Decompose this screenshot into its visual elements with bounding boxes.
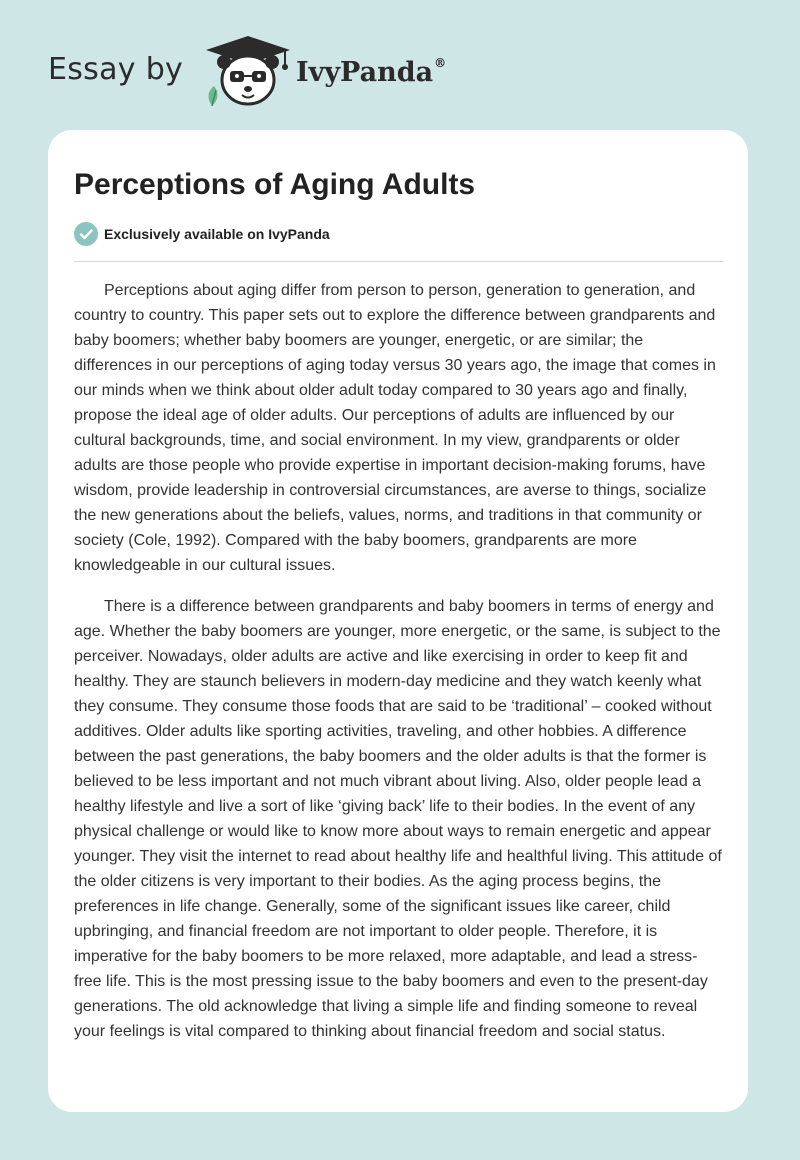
exclusive-badge xyxy=(74,222,330,246)
registered-mark: ® xyxy=(434,56,447,70)
brand-name[interactable]: IvyPanda® xyxy=(296,56,447,88)
exclusive-badge-label: Exclusively available on IvyPanda xyxy=(104,226,330,242)
paragraph: There is a difference between grandparents and baby boomers in terms of energy and age. Whether the baby boomers are younger, more energetic, or the same, is subject to the perceiver. Nowadays, older adults are active and like exercising in order to keep fit and healthy. They are staunch believers in modern-day medicine and they watch keenly what they consume. They consume those foods that are said to be ‘traditional’ – cooked without additives. Older adults like sporting activities, traveling, and other hobbies. A difference between the past generations, the baby boomers and the older adults is that the former is believed to be less important and not much vibrant about living. Also, older people lead a healthy lifestyle and live a sort of like ‘giving back’ life to their bodies. In the event of any physical challenge or would like to know more about ways to remain energetic and appear younger. They visit the internet to read about healthy life and healthful living. This attitude of the older citizens is very important to their bodies. As the aging process begins, the preferences in life change. Generally, some of the significant issues like career, child upbringing, and financial freedom are not important to older people. Therefore, it is imperative for the baby boomers to be more relaxed, more adaptable, and lead a stress-free life. This is the most pressing issue to the baby boomers and even to the present-day generations. The old acknowledge that living a simple life and finding someone to reveal your feelings is vital compared to thinking about financial freedom and social status. xyxy=(74,598,722,1040)
essay-body xyxy=(74,278,724,1060)
panda-graduate-logo-icon[interactable] xyxy=(200,34,296,110)
checkmark-circle-icon xyxy=(74,222,98,246)
site-header xyxy=(48,34,548,114)
essay-by-label: Essay by xyxy=(48,52,184,87)
page-title: Perceptions of Aging Adults xyxy=(74,168,476,201)
divider xyxy=(74,261,723,262)
essay-card xyxy=(48,130,748,1112)
paragraph: Perceptions about aging differ from person to person, generation to generation, and country to country. This paper sets out to explore the difference between grandparents and baby boomers; whether baby boomers are younger, energetic, or are similar; the differences in our perceptions of aging today versus 30 years ago, the image that comes in our minds when we think about older adult today compared to 30 years ago and finally, propose the ideal age of older adults. Our perceptions of adults are influenced by our cultural backgrounds, time, and social environment. In my view, grandparents or older adults are those people who provide expertise in important decision-making forums, have wisdom, provide leadership in controversial circumstances, are averse to things, socialize the new generations about the beliefs, values, norms, and traditions in that community or society (Cole, 1992). Compared with the baby boomers, grandparents are more knowledgeable in our cultural issues. xyxy=(74,282,716,574)
